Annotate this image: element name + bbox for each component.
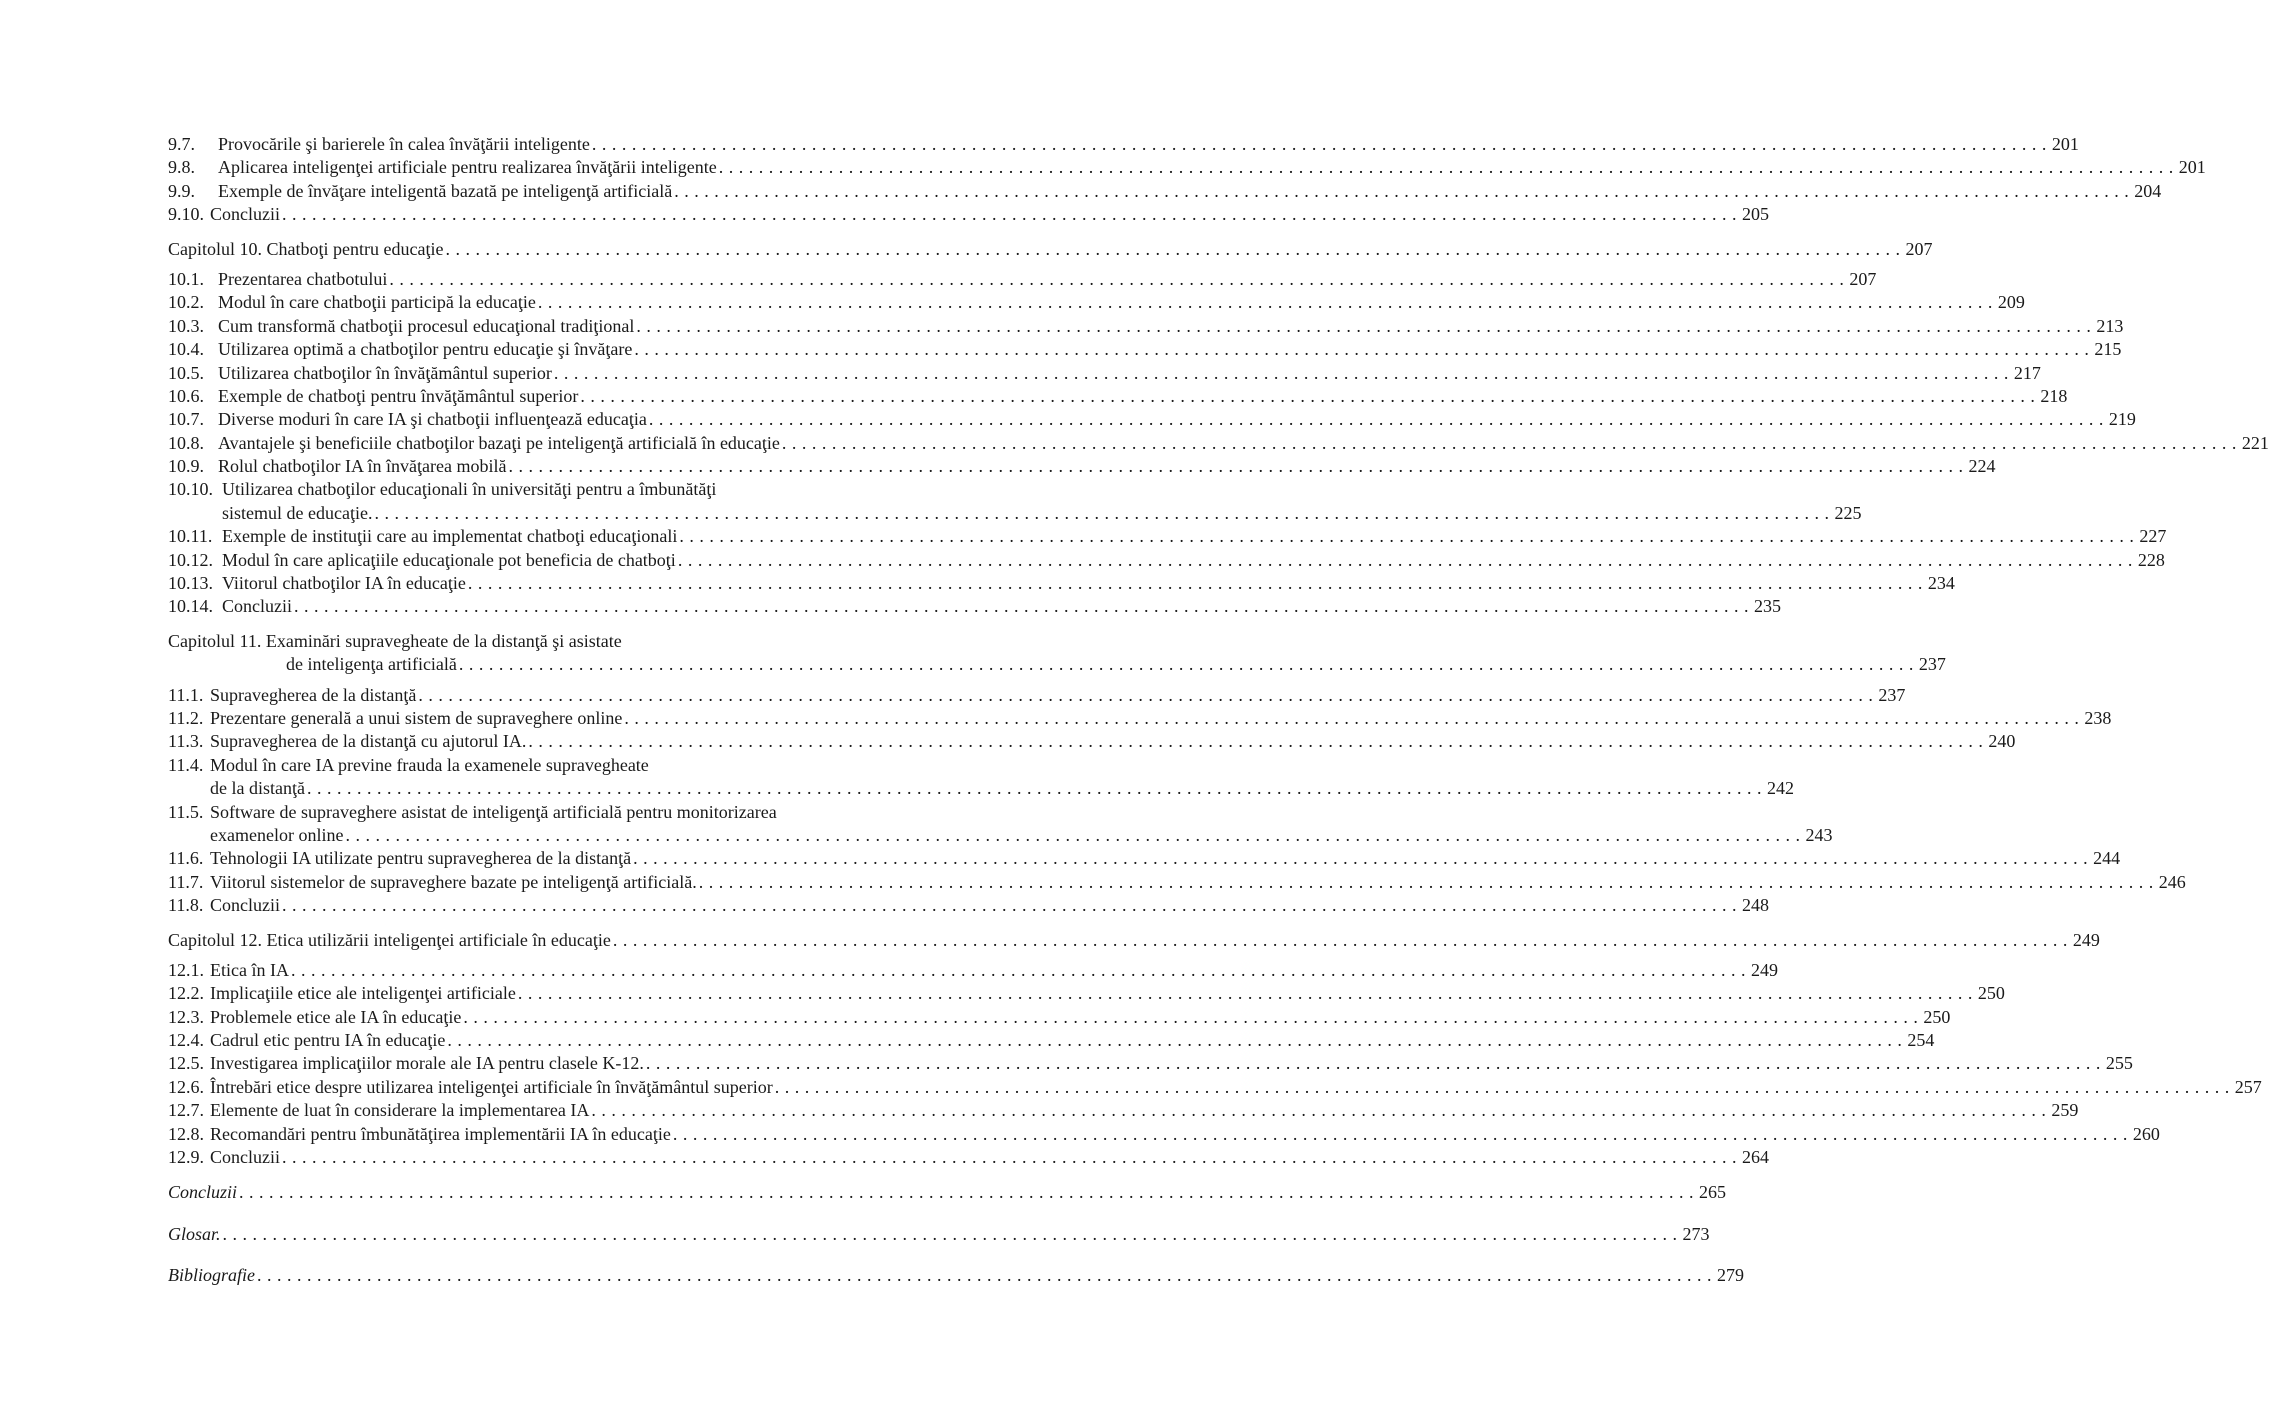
toc-chapter-10[interactable] bbox=[168, 238, 1933, 261]
toc-entry-10-6[interactable] bbox=[168, 385, 2068, 408]
dot-leader bbox=[646, 1052, 2101, 1075]
entry-page: 254 bbox=[1907, 1030, 1935, 1051]
dot-leader bbox=[624, 707, 2079, 730]
entry-title-line-1: Utilizarea chatboţilor educaţionali în universităţi pentru a îmbunătăţi bbox=[222, 479, 717, 500]
entry-line-1 bbox=[168, 478, 924, 501]
toc-entry-10-12[interactable] bbox=[168, 549, 2165, 572]
toc-entry-10-5[interactable] bbox=[168, 362, 2041, 385]
entry-page: 209 bbox=[1997, 292, 2025, 313]
chapter-title-line-1: Capitolul 11. Examinări supravegheate de la distanţă şi asistate bbox=[168, 630, 622, 651]
toc-entry-12-1[interactable] bbox=[168, 959, 1778, 982]
entry-title: Aplicarea inteligenţei artificiale pentru realizarea învăţării inteligente bbox=[218, 157, 717, 178]
dot-leader bbox=[418, 684, 1873, 707]
toc-entry-12-4[interactable] bbox=[168, 1029, 1935, 1052]
toc-entry-9-7[interactable] bbox=[168, 133, 2079, 156]
entry-number: 11.5. bbox=[168, 801, 204, 822]
dot-leader bbox=[782, 432, 2237, 455]
entry-title: Prezentarea chatbotului bbox=[218, 268, 388, 289]
toc-chapter-12[interactable] bbox=[168, 929, 2100, 952]
entry-page: 224 bbox=[1968, 456, 1996, 477]
entry-number: 11.8. bbox=[168, 895, 204, 916]
entry-title: Bibliografie bbox=[168, 1265, 255, 1286]
entry-line-1 bbox=[168, 801, 924, 824]
dot-leader bbox=[291, 959, 1746, 982]
dot-leader bbox=[580, 385, 2035, 408]
toc-entry-12-7[interactable] bbox=[168, 1099, 2079, 1122]
entry-number: 10.9. bbox=[168, 456, 204, 477]
entry-number: 11.4. bbox=[168, 754, 204, 775]
entry-page: 237 bbox=[1878, 684, 1906, 705]
dot-leader bbox=[508, 455, 1963, 478]
entry-number: 12.2. bbox=[168, 983, 204, 1004]
dot-leader bbox=[554, 362, 2009, 385]
entry-title: Concluzii bbox=[210, 204, 280, 225]
dot-leader bbox=[307, 777, 1762, 800]
toc-entry-11-2[interactable] bbox=[168, 707, 2112, 730]
entry-title: Diverse moduri în care IA şi chatboţii influenţează educaţia bbox=[218, 409, 647, 430]
entry-title-line-1: Software de supraveghere asistat de inteligenţă artificială pentru monitorizarea bbox=[210, 801, 777, 822]
dot-leader bbox=[636, 315, 2091, 338]
entry-title-line-2: de la distanţă bbox=[210, 778, 305, 799]
toc-entry-11-7[interactable] bbox=[168, 871, 2186, 894]
entry-number: 10.11. bbox=[168, 526, 213, 547]
toc-entry-11-3[interactable] bbox=[168, 730, 2016, 753]
toc-entry-10-4[interactable] bbox=[168, 338, 2122, 361]
entry-page: 248 bbox=[1742, 895, 1769, 916]
entry-title: Implicaţiile etice ale inteligenţei artificiale bbox=[210, 983, 516, 1004]
dot-leader bbox=[699, 871, 2154, 894]
toc-entry-10-9[interactable] bbox=[168, 455, 1996, 478]
entry-page: 225 bbox=[1834, 502, 1862, 523]
dot-leader bbox=[775, 1076, 2230, 1099]
toc-entry-11-1[interactable] bbox=[168, 684, 1906, 707]
dot-leader bbox=[592, 133, 2047, 156]
toc-entry-12-3[interactable] bbox=[168, 1006, 1951, 1029]
toc-entry-12-6[interactable] bbox=[168, 1076, 2262, 1099]
entry-title: Utilizarea optimă a chatboţilor pentru educaţie şi învăţare bbox=[218, 339, 633, 360]
entry-number: 9.8. bbox=[168, 157, 195, 178]
entry-number: 10.7. bbox=[168, 409, 204, 430]
entry-page: 250 bbox=[1923, 1006, 1951, 1027]
entry-number: 11.6. bbox=[168, 848, 204, 869]
toc-entry-11-4[interactable] bbox=[168, 754, 1794, 801]
entry-number: 9.9. bbox=[168, 180, 195, 201]
entry-number: 10.1. bbox=[168, 268, 204, 289]
dot-leader bbox=[719, 156, 2174, 179]
entry-title: Elemente de luat în considerare la implementarea IA bbox=[210, 1100, 590, 1121]
entry-number: 10.12. bbox=[168, 549, 213, 570]
entry-page: 255 bbox=[2105, 1053, 2133, 1074]
dot-leader bbox=[374, 502, 1829, 525]
dot-leader bbox=[591, 1099, 2046, 1122]
dot-leader bbox=[389, 268, 1844, 291]
toc-entry-11-8[interactable] bbox=[168, 894, 1769, 917]
entry-number: 10.3. bbox=[168, 315, 204, 336]
entry-page: 207 bbox=[1849, 268, 1877, 289]
entry-title: Investigarea implicaţiilor morale ale IA pentru clasele K-12. bbox=[210, 1053, 644, 1074]
dot-leader bbox=[678, 549, 2133, 572]
toc-entry-12-2[interactable] bbox=[168, 982, 2005, 1005]
entry-page: 235 bbox=[1754, 596, 1781, 617]
dot-leader bbox=[538, 291, 1993, 314]
toc-entry-11-5[interactable] bbox=[168, 801, 1833, 848]
chapter-line-1 bbox=[168, 630, 924, 653]
entry-number: 10.6. bbox=[168, 385, 204, 406]
entry-page: 273 bbox=[1682, 1223, 1710, 1244]
entry-title: Supravegherea de la distanţă cu ajutorul IA. bbox=[210, 731, 527, 752]
entry-title: Viitorul sistemelor de supraveghere bazate pe inteligenţă artificială. bbox=[210, 871, 697, 892]
chapter-title: Capitolul 12. Etica utilizării inteligenţei artificiale în educaţie bbox=[168, 929, 611, 950]
entry-number: 12.6. bbox=[168, 1076, 204, 1097]
entry-page: 257 bbox=[2234, 1076, 2262, 1097]
entry-page: 260 bbox=[2132, 1123, 2160, 1144]
entry-page: 240 bbox=[1988, 731, 2016, 752]
entry-title: Utilizarea chatboţilor în învăţământul superior bbox=[218, 362, 552, 383]
toc-entry-11-6[interactable] bbox=[168, 847, 2121, 870]
dot-leader bbox=[649, 408, 2104, 431]
toc-concluzii[interactable] bbox=[168, 1181, 1727, 1204]
dot-leader bbox=[459, 653, 1914, 676]
dot-leader bbox=[223, 1223, 1678, 1246]
chapter-page: 207 bbox=[1905, 238, 1933, 259]
dot-leader bbox=[445, 238, 1900, 261]
entry-number: 10.2. bbox=[168, 292, 204, 313]
dot-leader bbox=[673, 1123, 2128, 1146]
toc-entry-10-14[interactable] bbox=[168, 595, 1781, 618]
entry-title: Viitorul chatboţilor IA în educaţie bbox=[222, 573, 466, 594]
entry-title: Concluzii bbox=[210, 1147, 280, 1168]
chapter-page: 249 bbox=[2072, 929, 2100, 950]
dot-leader bbox=[634, 338, 2089, 361]
entry-page: 246 bbox=[2158, 871, 2186, 892]
entry-title: Exemple de chatboţi pentru învăţământul superior bbox=[218, 385, 579, 406]
entry-title: Tehnologii IA utilizate pentru supravegherea de la distanţă bbox=[210, 848, 632, 869]
dot-leader bbox=[282, 1146, 1737, 1169]
entry-title: Modul în care chatboţii participă la educaţie bbox=[218, 292, 536, 313]
entry-line-2 bbox=[168, 502, 1862, 525]
entry-title: Întrebări etice despre utilizarea inteligenţei artificiale în învăţământul superior bbox=[210, 1076, 773, 1097]
toc-entry-10-7[interactable] bbox=[168, 408, 2136, 431]
chapter-title: Capitolul 10. Chatboţi pentru educaţie bbox=[168, 238, 444, 259]
toc-entry-9-10[interactable] bbox=[168, 203, 1769, 226]
entry-title-line-1: Modul în care IA previne frauda la examenele supravegheate bbox=[210, 754, 649, 775]
entry-title-line-2: examenelor online bbox=[210, 824, 344, 845]
entry-title: Cum transformă chatboţii procesul educaţional tradiţional bbox=[218, 315, 635, 336]
toc-bibliografie[interactable] bbox=[168, 1264, 1744, 1287]
entry-title: Prezentare generală a unui sistem de supraveghere online bbox=[210, 707, 623, 728]
entry-page: 205 bbox=[1742, 204, 1769, 225]
entry-number: 12.9. bbox=[168, 1147, 204, 1168]
entry-title: Problemele etice ale IA în educaţie bbox=[210, 1006, 462, 1027]
entry-title: Etica în IA bbox=[210, 959, 289, 980]
toc-entry-10-8[interactable] bbox=[168, 432, 2269, 455]
entry-title: Concluzii bbox=[222, 596, 292, 617]
toc-entry-10-11[interactable] bbox=[168, 525, 2167, 548]
entry-page: 243 bbox=[1805, 824, 1833, 845]
entry-title-line-2: sistemul de educaţie. bbox=[222, 502, 373, 523]
entry-number: 11.7. bbox=[168, 871, 204, 892]
table-of-contents bbox=[168, 133, 2269, 1288]
entry-page: 218 bbox=[2040, 385, 2068, 406]
dot-leader bbox=[345, 824, 1800, 847]
dot-leader bbox=[518, 982, 1973, 1005]
entry-line-1 bbox=[168, 754, 924, 777]
entry-title: Cadrul etic pentru IA în educaţie bbox=[210, 1030, 446, 1051]
chapter-line-2 bbox=[168, 653, 1946, 676]
entry-number: 12.4. bbox=[168, 1030, 204, 1051]
entry-number: 11.2. bbox=[168, 707, 204, 728]
entry-title: Recomandări pentru îmbunătăţirea implementării IA în educaţie bbox=[210, 1123, 671, 1144]
entry-page: 221 bbox=[2241, 432, 2269, 453]
dot-leader bbox=[674, 180, 2129, 203]
entry-number: 12.7. bbox=[168, 1100, 204, 1121]
entry-title: Avantajele şi beneficiile chatboţilor bazaţi pe inteligenţă artificială în educaţie bbox=[218, 432, 780, 453]
entry-title: Exemple de instituţii care au implementat chatboţi educaţionali bbox=[222, 526, 678, 547]
entry-title: Rolul chatboţilor IA în învăţarea mobilă bbox=[218, 456, 507, 477]
toc-entry-12-8[interactable] bbox=[168, 1123, 2160, 1146]
entry-number: 12.5. bbox=[168, 1053, 204, 1074]
entry-title: Provocările şi barierele în calea învăţării inteligente bbox=[218, 134, 590, 154]
entry-number: 10.13. bbox=[168, 573, 213, 594]
entry-number: 11.3. bbox=[168, 731, 204, 752]
dot-leader bbox=[633, 847, 2088, 870]
chapter-title-line-2: de inteligenţa artificială bbox=[286, 654, 457, 675]
toc-chapter-11[interactable] bbox=[168, 630, 1946, 677]
toc-entry-9-9[interactable] bbox=[168, 180, 2162, 203]
dot-leader bbox=[463, 1006, 1918, 1029]
entry-number: 12.8. bbox=[168, 1123, 204, 1144]
dot-leader bbox=[679, 525, 2134, 548]
entry-number: 10.8. bbox=[168, 432, 204, 453]
entry-page: 213 bbox=[2096, 315, 2124, 336]
entry-page: 228 bbox=[2137, 549, 2165, 570]
entry-page: 279 bbox=[1717, 1265, 1744, 1286]
chapter-page: 237 bbox=[1918, 654, 1946, 675]
entry-number: 9.7. bbox=[168, 134, 195, 154]
dot-leader bbox=[239, 1181, 1694, 1204]
entry-page: 234 bbox=[1927, 573, 1955, 594]
entry-number: 9.10. bbox=[168, 204, 204, 225]
ch9-entries bbox=[168, 133, 2206, 227]
entry-page: 242 bbox=[1766, 778, 1794, 799]
entry-line-2 bbox=[168, 777, 1794, 800]
dot-leader bbox=[468, 572, 1923, 595]
dot-leader bbox=[282, 894, 1737, 917]
entry-page: 265 bbox=[1699, 1182, 1727, 1203]
entry-title: Supravegherea de la distanţă bbox=[210, 684, 417, 705]
entry-page: 249 bbox=[1750, 959, 1778, 980]
entry-number: 10.10. bbox=[168, 479, 213, 500]
entry-title: Exemple de învăţare inteligentă bazată pe inteligenţă artificială bbox=[218, 180, 673, 201]
toc-entry-12-5[interactable] bbox=[168, 1052, 2133, 1075]
toc-entry-9-8[interactable] bbox=[168, 156, 2206, 179]
entry-page: 215 bbox=[2094, 339, 2122, 360]
entry-number: 12.1. bbox=[168, 959, 204, 980]
entry-title: Glosar. bbox=[168, 1223, 221, 1244]
entry-page: 227 bbox=[2139, 526, 2167, 547]
entry-page: 201 bbox=[2051, 134, 2079, 154]
entry-line-2 bbox=[168, 824, 1833, 847]
entry-title: Modul în care aplicaţiile educaţionale pot beneficia de chatboţi bbox=[222, 549, 676, 570]
dot-leader bbox=[613, 929, 2068, 952]
entry-number: 12.3. bbox=[168, 1006, 204, 1027]
dot-leader bbox=[528, 730, 1983, 753]
toc-entry-12-9[interactable] bbox=[168, 1146, 1769, 1169]
entry-page: 238 bbox=[2084, 707, 2112, 728]
entry-page: 204 bbox=[2134, 180, 2162, 201]
dot-leader bbox=[294, 595, 1749, 618]
entry-page: 217 bbox=[2013, 362, 2041, 383]
entry-page: 219 bbox=[2108, 409, 2136, 430]
entry-number: 10.14. bbox=[168, 596, 213, 617]
entry-page: 244 bbox=[2093, 848, 2121, 869]
entry-title: Concluzii bbox=[168, 1182, 238, 1203]
toc-entry-10-10[interactable] bbox=[168, 478, 1862, 525]
entry-number: 10.4. bbox=[168, 339, 204, 360]
toc-entry-10-13[interactable] bbox=[168, 572, 1955, 595]
dot-leader bbox=[257, 1264, 1712, 1287]
toc-entry-10-2[interactable] bbox=[168, 291, 2025, 314]
toc-glosar[interactable] bbox=[168, 1223, 1710, 1246]
dot-leader bbox=[447, 1029, 1902, 1052]
entry-page: 250 bbox=[1977, 983, 2005, 1004]
entry-number: 11.1. bbox=[168, 684, 204, 705]
entry-page: 259 bbox=[2051, 1100, 2079, 1121]
dot-leader bbox=[282, 203, 1737, 226]
entry-number: 10.5. bbox=[168, 362, 204, 383]
entry-title: Concluzii bbox=[210, 895, 280, 916]
entry-page: 264 bbox=[1742, 1147, 1769, 1168]
toc-entry-10-3[interactable] bbox=[168, 315, 2124, 338]
entry-page: 201 bbox=[2178, 157, 2206, 178]
toc-entry-10-1[interactable] bbox=[168, 268, 1877, 291]
